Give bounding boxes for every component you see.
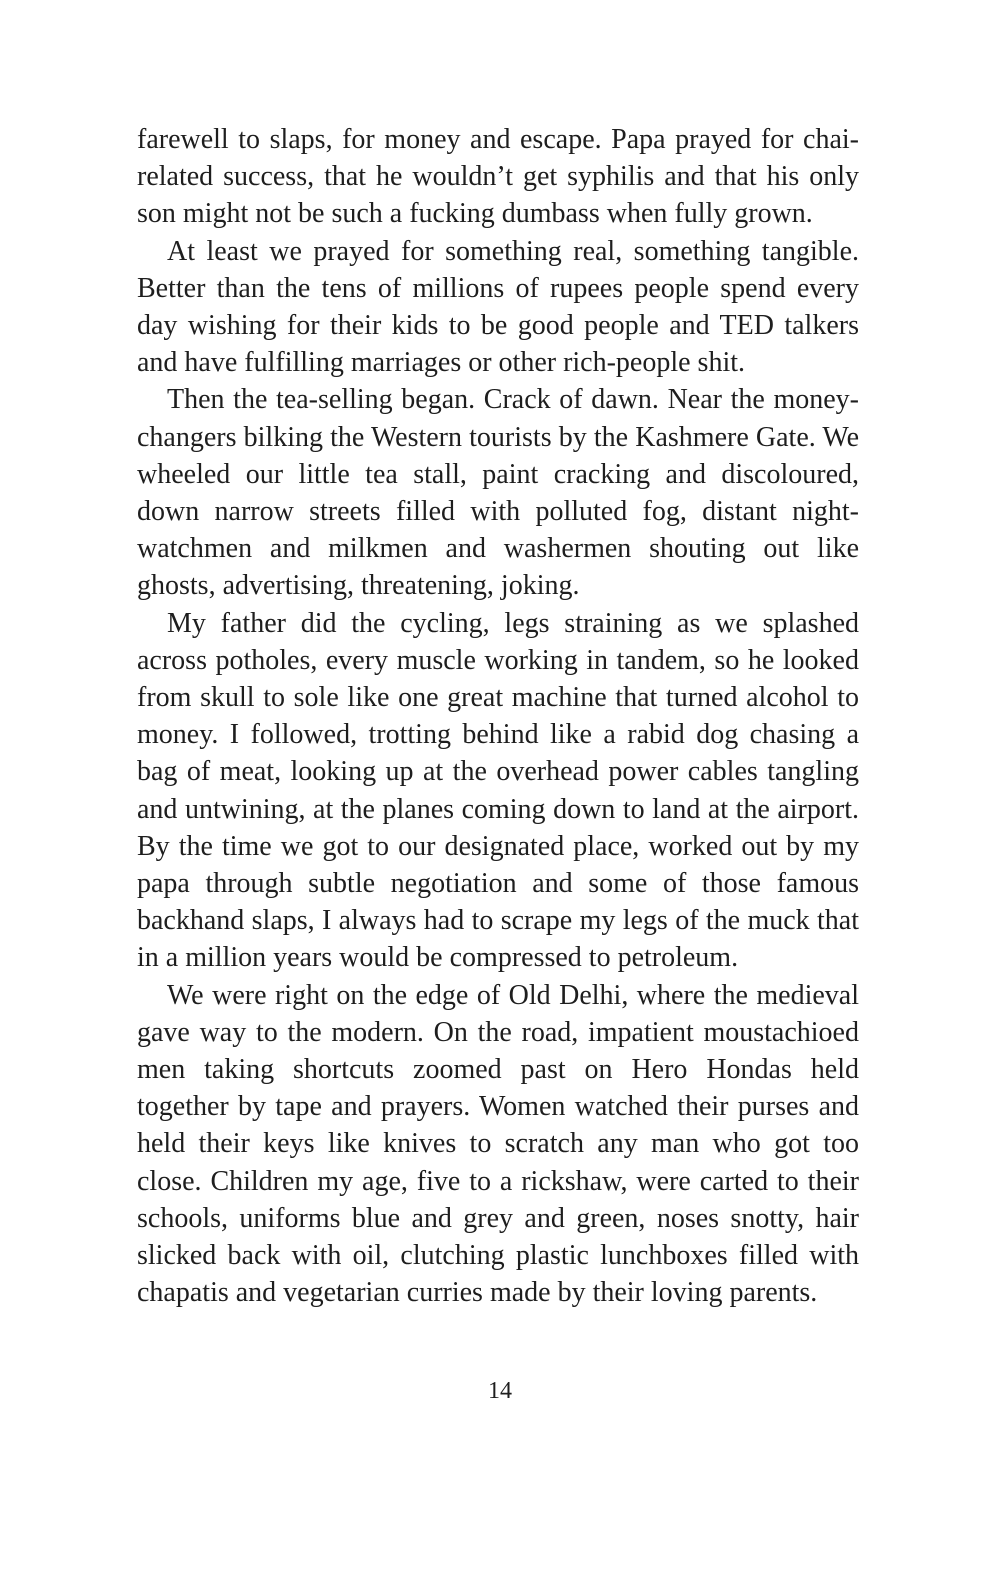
paragraph: Then the tea-selling began. Crack of dawn. Near the money-changers bilking the Western tourists by the Kashmere Gate. We wheeled our little tea stall, paint cracking and discoloured, down narrow streets filled with polluted fog, distant night-watchmen and milkmen and washermen shouting out like ghosts, advertising, threatening, joking. <box>137 384 859 602</box>
paragraph-continued: farewell to slaps, for money and escape. Papa prayed for chai-related success, that he wouldn’t get syphilis and that his only son might not be such a fucking dumbass when fully grown. <box>137 124 859 230</box>
page-number: 14 <box>488 1378 512 1404</box>
paragraph: We were right on the edge of Old Delhi, where the medieval gave way to the modern. On the road, impatient moustachioed men taking shortcuts zoomed past on Hero Hondas held together by tape and prayers. Women watched their purses and held their keys like knives to scratch any man who got too close. Children my age, five to a rickshaw, were carted to their schools, uniforms blue and grey and green, noses snotty, hair slicked back with oil, clutching plastic lunchboxes filled with chapatis and vegetarian curries made by their loving parents. <box>137 979 859 1309</box>
paragraph: My father did the cycling, legs straining as we splashed across potholes, every muscle working in tandem, so he looked from skull to sole like one great machine that turned alcohol to money. I followed, trotting behind like a rabid dog chasing a bag of meat, looking up at the overhead power cables tangling and untwining, at the planes coming down to land at the airport. By the time we got to our designated place, worked out by my papa through subtle negotiation and some of those famous backhand slaps, I always had to scrape my legs of the muck that in a million years would be compressed to petroleum. <box>137 607 859 974</box>
body-text <box>137 121 859 1312</box>
paragraph: At least we prayed for something real, something tangible. Better than the tens of millions of rupees people spend every day wishing for their kids to be good people and TED talkers and have fulfilling marriages or other rich-people shit. <box>137 235 859 379</box>
